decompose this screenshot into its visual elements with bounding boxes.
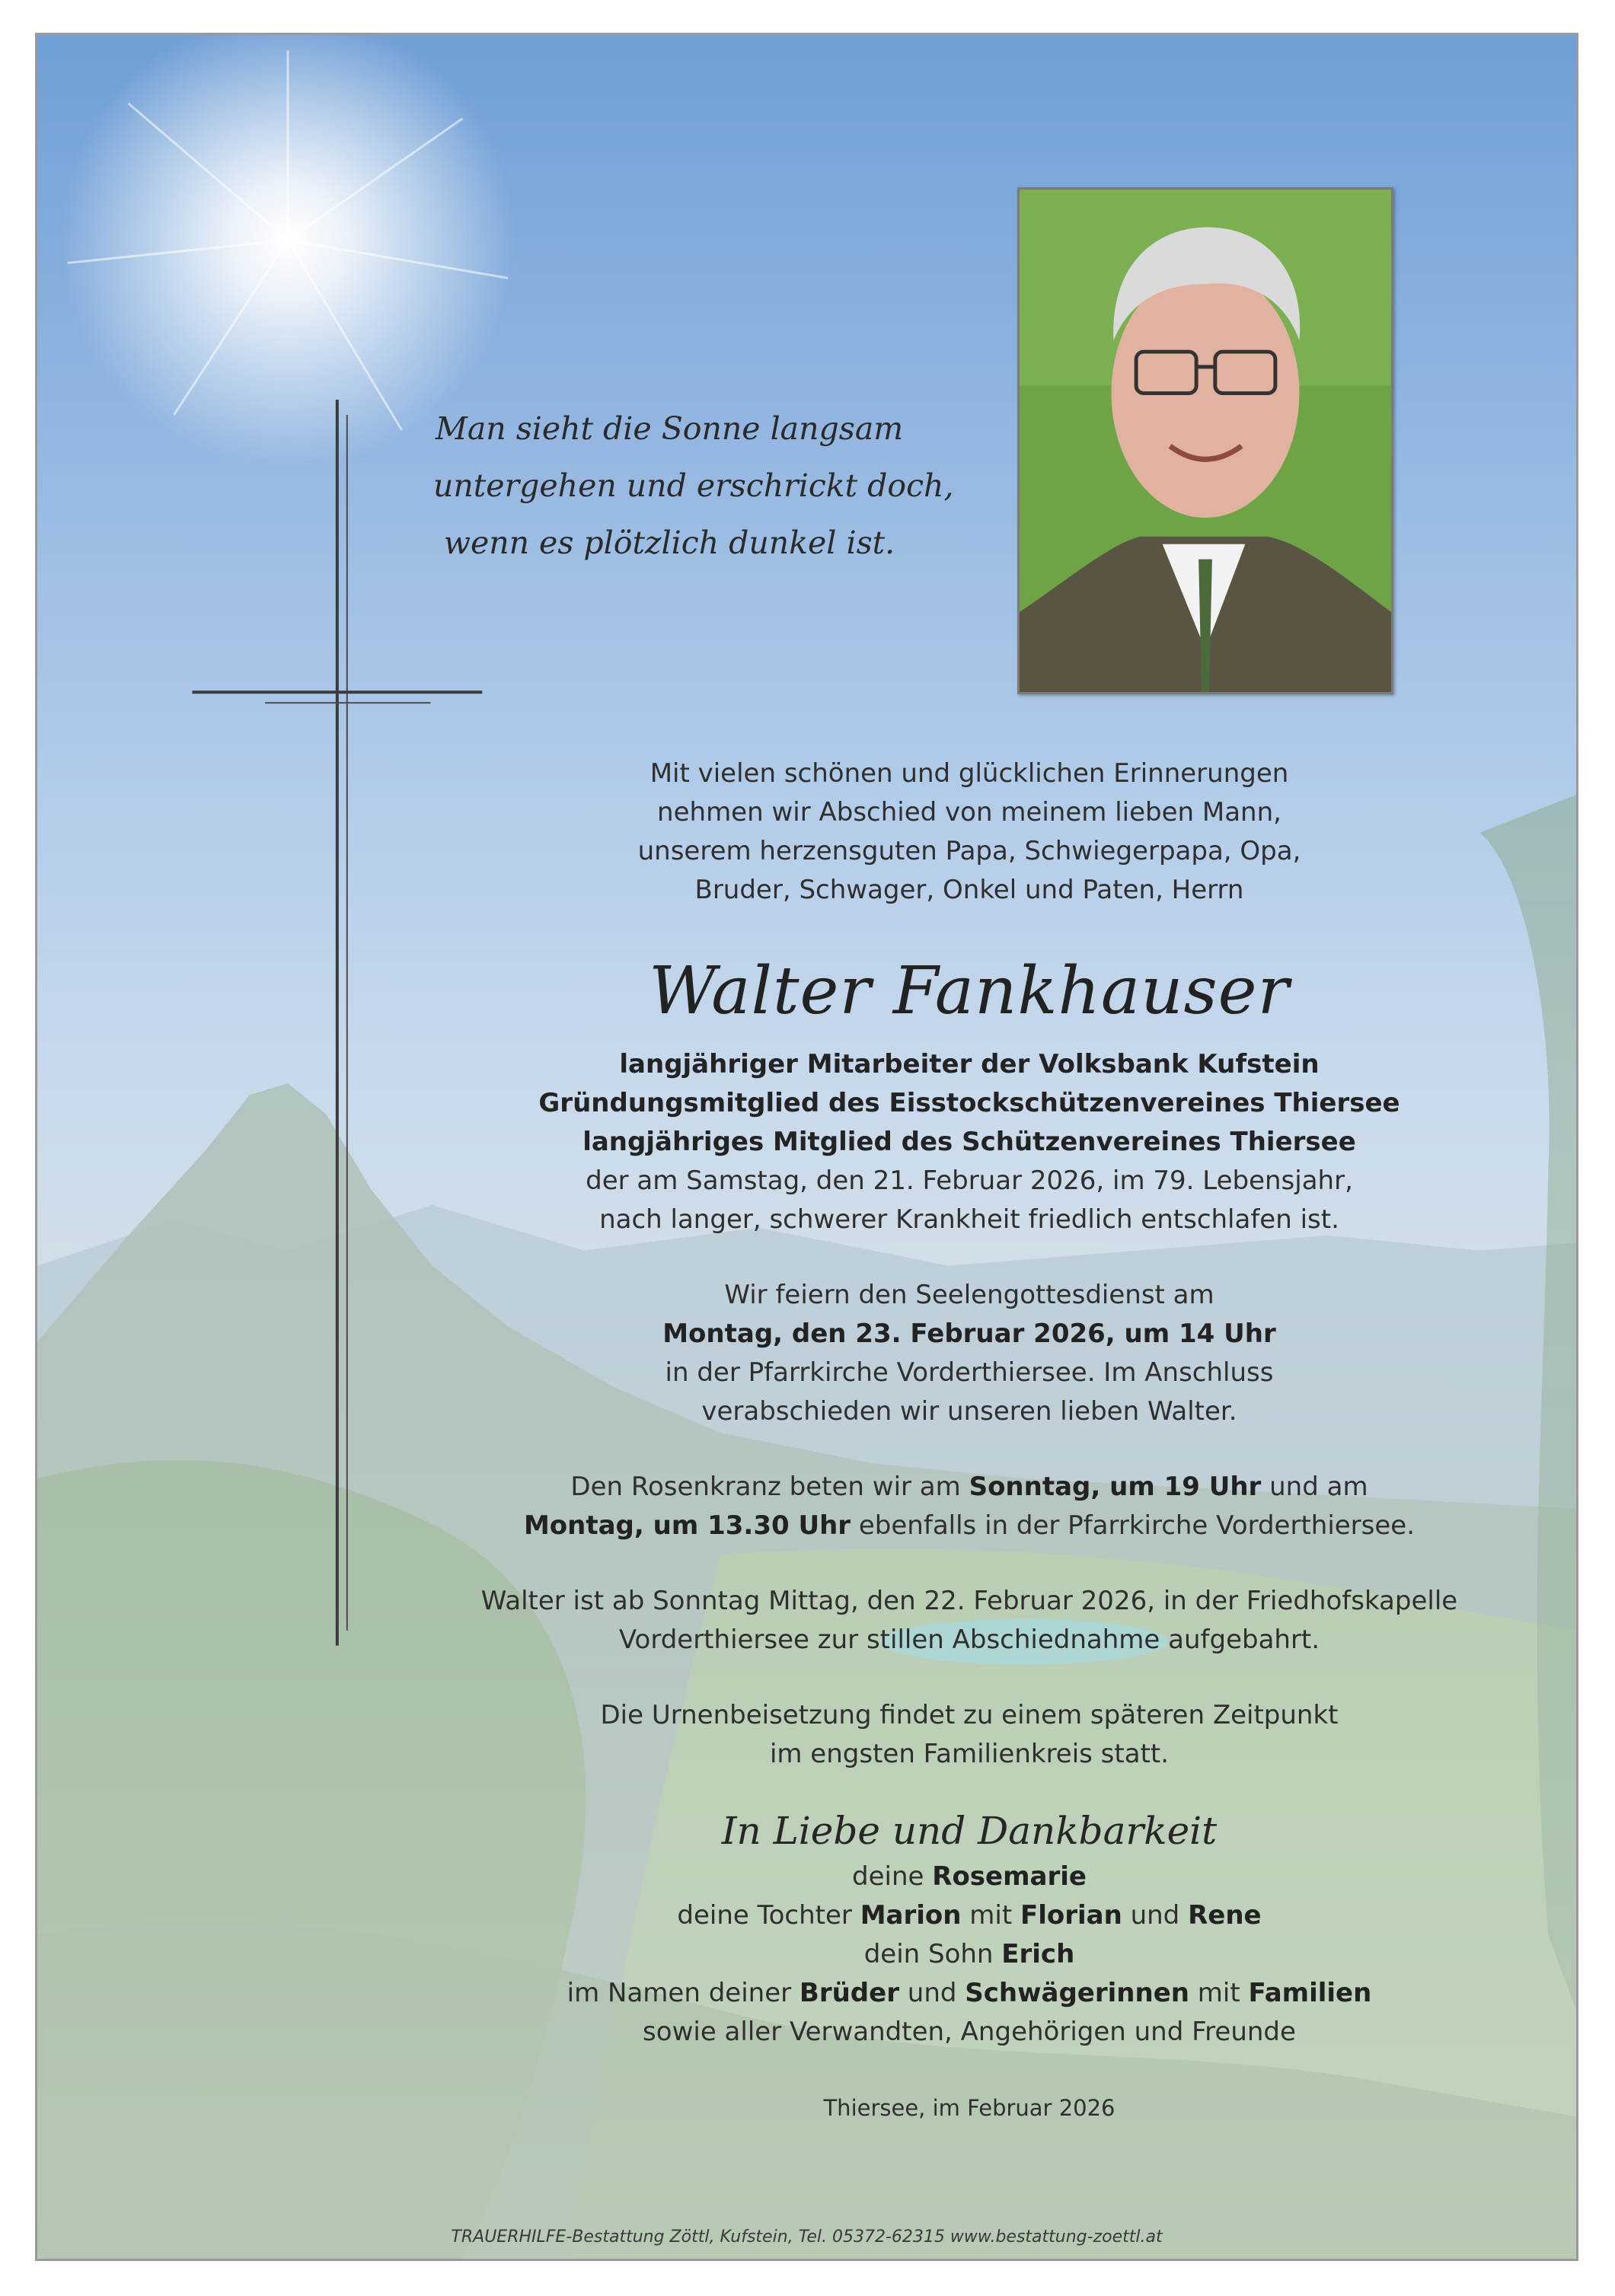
parte-card [35, 33, 1578, 2261]
death-line: der am Samstag, den 21. Februar 2026, im 79. Lebensjahr, [586, 1166, 1353, 1196]
family-brothers: Brüder [799, 1978, 899, 2008]
memorial-quote [433, 400, 954, 572]
rosary-notice [429, 1468, 1510, 1545]
roles-list [429, 1045, 1510, 1162]
rosary-text: und am [1261, 1472, 1368, 1502]
service-line: Wir feiern den Seelengottesdienst am [724, 1280, 1214, 1310]
family-text: mit [961, 1900, 1020, 1931]
family-partner: Florian [1020, 1900, 1122, 1931]
quote-line: wenn es plötzlich dunkel ist. [443, 525, 895, 561]
family-son: Erich [1001, 1939, 1075, 1969]
quote-line: untergehen und erschrickt doch, [433, 467, 954, 504]
intro-line: unserem herzensguten Papa, Schwiegerpapa, Opa, [637, 836, 1301, 866]
place-date: Thiersee, im Februar 2026 [823, 2095, 1115, 2121]
viewing-notice [429, 1582, 1510, 1660]
intro-text [429, 754, 1510, 910]
intro-line: Mit vielen schönen und glücklichen Erinnerungen [650, 758, 1289, 789]
death-line: nach langer, schwerer Krankheit friedlich entschlafen ist. [599, 1204, 1339, 1235]
family-daughter: Marion [860, 1900, 962, 1931]
family-text: deine [852, 1861, 933, 1892]
funeral-service [429, 1276, 1510, 1431]
rosary-text: Den Rosenkranz beten wir am [570, 1472, 969, 1502]
viewing-line: Walter ist ab Sonntag Mittag, den 22. Februar 2026, in der Friedhofskapelle [480, 1586, 1458, 1616]
service-line: verabschieden wir unseren lieben Walter. [701, 1396, 1237, 1427]
family-text: deine Tochter [677, 1900, 860, 1931]
viewing-line: Vorderthiersee zur stillen Abschiednahme aufgebahrt. [618, 1625, 1320, 1655]
family-text: und [1122, 1900, 1189, 1931]
rosary-time-1: Sonntag, um 19 Uhr [969, 1472, 1262, 1502]
urn-line: Die Urnenbeisetzung findet zu einem späteren Zeitpunkt [600, 1700, 1339, 1730]
family-families: Familien [1248, 1978, 1372, 2008]
closing-phrase: In Liebe und Dankbarkeit [721, 1809, 1218, 1853]
rosary-text: ebenfalls in der Pfarrkirche Vorderthiersee. [851, 1510, 1416, 1541]
family-text: im Namen deiner [567, 1978, 800, 2008]
death-notice [429, 1162, 1510, 1239]
family-grandchild: Rene [1188, 1900, 1262, 1931]
urn-notice [429, 1696, 1510, 1774]
role-line: langjähriges Mitglied des Schützenvereines Thiersee [582, 1127, 1356, 1157]
role-line: langjähriger Mitarbeiter der Volksbank Kufstein [619, 1049, 1320, 1079]
service-line: in der Pfarrkirche Vorderthiersee. Im Anschluss [665, 1357, 1274, 1388]
intro-line: Bruder, Schwager, Onkel und Paten, Herrn [694, 875, 1244, 905]
rosary-time-2: Montag, um 13.30 Uhr [523, 1510, 851, 1541]
family-text: dein Sohn [863, 1939, 1002, 1969]
funeral-home-footer: TRAUERHILFE-Bestattung Zöttl, Kufstein, Tel. 05372-62315 www.bestattung-zoettl.at [451, 2227, 1163, 2247]
intro-line: nehmen wir Abschied von meinem lieben Mann, [657, 797, 1281, 828]
urn-line: im engsten Familienkreis statt. [769, 1739, 1170, 1769]
family-text: mit [1189, 1978, 1249, 2008]
deceased-name: Walter Fankhauser [649, 953, 1290, 1029]
portrait-photo [1017, 187, 1393, 694]
service-date-time: Montag, den 23. Februar 2026, um 14 Uhr [662, 1319, 1276, 1349]
quote-line: Man sieht die Sonne langsam [435, 410, 904, 447]
family-list [429, 1858, 1510, 2052]
role-line: Gründungsmitglied des Eisstockschützenvereines Thiersee [538, 1088, 1400, 1118]
family-wife: Rosemarie [932, 1861, 1087, 1892]
obituary-text [429, 754, 1510, 2123]
family-text: und [898, 1978, 965, 2008]
family-sisters-in-law: Schwägerinnen [965, 1978, 1189, 2008]
family-relatives: sowie aller Verwandten, Angehörigen und Freunde [643, 2017, 1296, 2047]
